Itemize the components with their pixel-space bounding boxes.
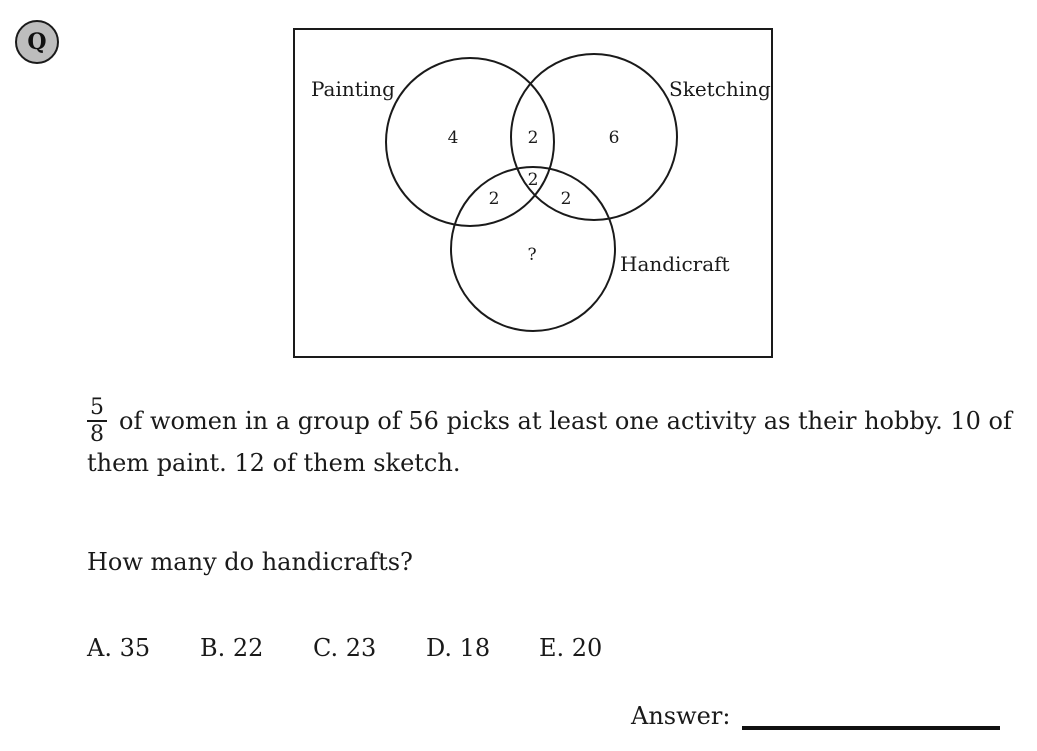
painting-handicraft-value: 2 bbox=[488, 189, 500, 209]
question-line-1-text: of women in a group of 56 picks at least one activity as their hobby. 10 of bbox=[119, 406, 1012, 435]
fraction-numerator: 5 bbox=[87, 396, 107, 422]
option-a[interactable]: A. 35 bbox=[87, 634, 151, 662]
question-badge-label: Q bbox=[27, 29, 47, 55]
painting-only-value: 4 bbox=[447, 128, 459, 148]
answer-blank-line[interactable] bbox=[742, 702, 1000, 730]
sketching-handicraft-value: 2 bbox=[560, 189, 572, 209]
painting-sketching-value: 2 bbox=[527, 128, 539, 148]
question-line-1 bbox=[87, 396, 1027, 446]
answer-options bbox=[87, 634, 652, 662]
handicraft-only-value: ? bbox=[527, 245, 537, 265]
question-prompt: How many do handicrafts? bbox=[87, 548, 413, 576]
handicraft-label: Handicraft bbox=[620, 252, 730, 276]
fraction-denominator: 8 bbox=[90, 422, 104, 448]
painting-label: Painting bbox=[311, 77, 395, 101]
answer-label: Answer: bbox=[631, 702, 731, 730]
question-badge bbox=[15, 20, 59, 64]
fraction bbox=[87, 396, 107, 446]
sketching-only-value: 6 bbox=[608, 128, 620, 148]
question-line-2: them paint. 12 of them sketch. bbox=[87, 449, 461, 478]
sketching-label: Sketching bbox=[669, 77, 771, 101]
option-d[interactable]: D. 18 bbox=[426, 634, 491, 662]
option-e[interactable]: E. 20 bbox=[539, 634, 603, 662]
venn-diagram bbox=[293, 28, 775, 360]
all-three-value: 2 bbox=[527, 170, 539, 190]
option-b[interactable]: B. 22 bbox=[200, 634, 264, 662]
option-c[interactable]: C. 23 bbox=[313, 634, 377, 662]
question-text bbox=[87, 396, 1027, 479]
answer-row bbox=[631, 702, 1000, 730]
